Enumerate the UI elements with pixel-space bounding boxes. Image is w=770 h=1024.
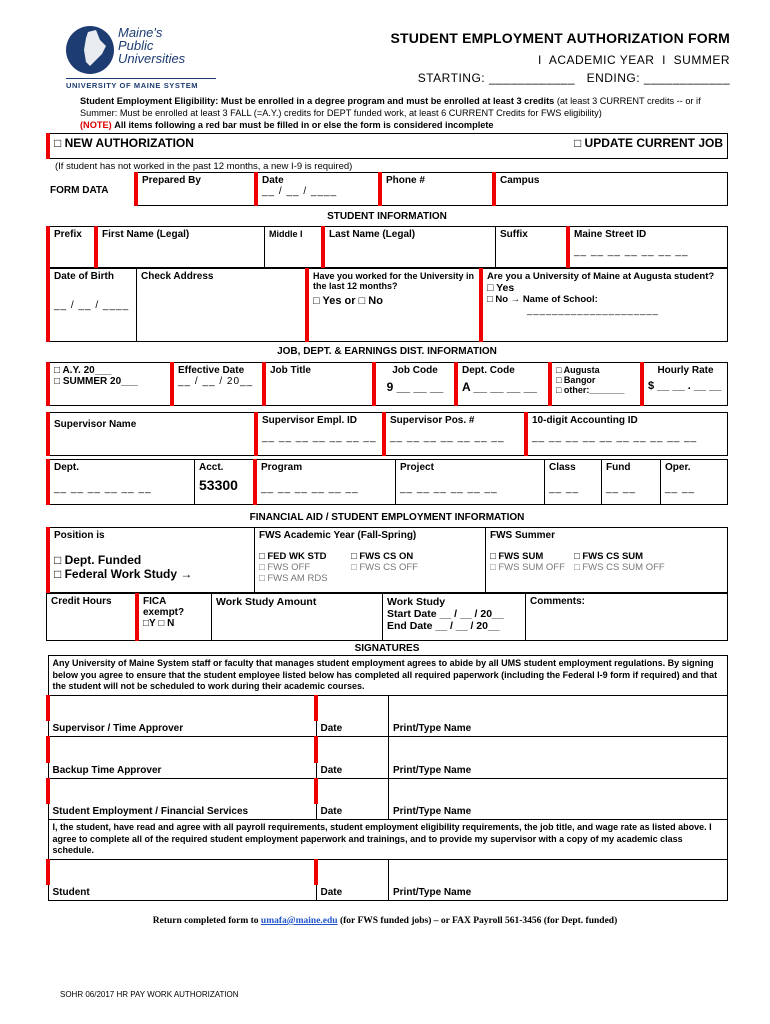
academic-year-label: ACADEMIC YEAR [548, 53, 655, 67]
supervisor-print-name[interactable]: Print/Type Name [389, 721, 728, 737]
oper-field[interactable]: Oper. __ __ [661, 460, 728, 505]
program-field[interactable]: Program __ __ __ __ __ __ [255, 460, 396, 505]
return-instructions: Return completed form to umafa@maine.edu (for FWS funded jobs) – or FAX Payroll 561-3456 (for Dept. funded) [152, 916, 618, 926]
campus-field[interactable]: Campus [494, 173, 728, 206]
form-footer: SOHR 06/2017 HR PAY WORK AUTHORIZATION [60, 990, 239, 999]
campus-location-checkbox[interactable]: □ Augusta □ Bangor □ other:_______ [550, 363, 642, 406]
ses-print-name[interactable]: Print/Type Name [389, 804, 728, 820]
supervisor-pos-field[interactable]: Supervisor Pos. # __ __ __ __ __ __ __ [384, 413, 526, 456]
ses-date[interactable]: Date [316, 804, 389, 820]
period-checkbox[interactable]: □ A.Y. 20___ □ SUMMER 20___ [48, 363, 172, 406]
return-email-link[interactable]: umafa@maine.edu [260, 916, 338, 926]
work-study-amount-field[interactable]: Work Study Amount [212, 594, 383, 641]
new-authorization-checkbox[interactable]: □ NEW AUTHORIZATION [48, 134, 379, 159]
authorization-type [46, 133, 728, 159]
acct-field: Acct. 53300 [195, 460, 256, 505]
first-name-field[interactable]: First Name (Legal) [96, 227, 265, 268]
ending-field[interactable]: ENDING: ____________ [586, 71, 730, 85]
credit-hours-field[interactable]: Credit Hours [47, 594, 138, 641]
phone-field[interactable]: Phone # [380, 173, 494, 206]
student-info-heading: STUDENT INFORMATION [327, 211, 447, 222]
student-signature[interactable]: Student [48, 885, 316, 901]
dept-code-field[interactable]: Dept. Code A __ __ __ __ [456, 363, 550, 406]
backup-approver-signature[interactable]: Backup Time Approver [48, 763, 316, 779]
signature-agreement-text: Any University of Maine System staff or faculty that manages student employment agrees to abide by all UMS student employment regulations. By signing below you agree to ensure that the student employee listed below has completed all required paperwork (including the Federal I-9 form if required) and that the student will not be scheduled to work during their academic courses. [48, 656, 728, 696]
form-data-section [46, 172, 728, 206]
ums-logo [66, 26, 114, 74]
form-period: I ACADEMIC YEAR I SUMMER [537, 53, 730, 67]
job-row-2 [46, 412, 728, 456]
logo-wordmark: Maine's Public Universities [118, 25, 186, 66]
check-address-field[interactable]: Check Address [137, 269, 308, 342]
signatures-heading: SIGNATURES [354, 643, 420, 654]
student-name-row [46, 226, 728, 268]
augusta-student-field[interactable]: Are you a University of Maine at Augusta student? □ Yes □ No → Name of School: _____________________ [481, 269, 728, 342]
logo-system-name: UNIVERSITY OF MAINE SYSTEM [66, 78, 216, 90]
student-details-row [46, 268, 728, 342]
form-title: STUDENT EMPLOYMENT AUTHORIZATION FORM [390, 30, 730, 46]
finaid-row-2 [46, 593, 728, 641]
middle-initial-field[interactable]: Middle I [265, 227, 324, 268]
dob-field[interactable]: Date of Birth __ / __ / ____ [48, 269, 137, 342]
finaid-heading: FINANCIAL AID / STUDENT EMPLOYMENT INFORMATION [249, 512, 525, 523]
accounting-id-field[interactable]: 10-digit Accounting ID __ __ __ __ __ __ __ __ __ __ [526, 413, 728, 456]
worked-recently-field[interactable]: Have you worked for the University in the last 12 months? □ Yes or □ No [307, 269, 481, 342]
supervisor-name-field[interactable]: Supervisor Name [48, 413, 256, 456]
project-field[interactable]: Project __ __ __ __ __ __ [396, 460, 545, 505]
supervisor-empl-id-field[interactable]: Supervisor Empl. ID __ __ __ __ __ __ __ [256, 413, 384, 456]
last-name-field[interactable]: Last Name (Legal) [323, 227, 496, 268]
hourly-rate-field[interactable]: Hourly Rate $ __ __ . __ __ [642, 363, 728, 406]
prepared-by-field[interactable]: Prepared By [136, 173, 256, 206]
job-title-field[interactable]: Job Title [264, 363, 374, 406]
position-type-field[interactable]: Position is □ Dept. Funded □ Federal Work Study → [48, 528, 255, 593]
signatures-section [46, 655, 728, 901]
fws-academic-year-field[interactable]: FWS Academic Year (Fall-Spring) □ FED WK STD □ FWS OFF □ FWS AM RDS □ FWS CS ON □ FWS CS OFF [255, 528, 486, 593]
comments-field[interactable]: Comments: [526, 594, 728, 641]
student-date[interactable]: Date [316, 885, 389, 901]
update-current-job-checkbox[interactable]: □ UPDATE CURRENT JOB [379, 134, 727, 159]
job-info-heading: JOB, DEPT. & EARNINGS DIST. INFORMATION [277, 346, 497, 357]
work-study-dates-field[interactable]: Work Study Start Date __ / __ / 20__ End Date __ / __ / 20__ [383, 594, 526, 641]
summer-label: SUMMER [673, 53, 730, 67]
student-print-name[interactable]: Print/Type Name [389, 885, 728, 901]
form-date-field[interactable]: Date __ / __ / ____ [256, 173, 380, 206]
dept-field[interactable]: Dept. __ __ __ __ __ __ [48, 460, 195, 505]
job-row-1 [46, 362, 728, 406]
maine-street-id-field[interactable]: Maine Street ID __ __ __ __ __ __ __ [568, 227, 728, 268]
prefix-field[interactable]: Prefix [48, 227, 96, 268]
student-agreement-text: I, the student, have read and agree with all payroll requirements, student employment eligibility requirements, the job title, and wage rate as listed above. I agree to complete all of the required student employment paperwork and trainings, and to provide my supervisor with a copy of my academic class schedule. [48, 820, 728, 860]
starting-field[interactable]: STARTING: ____________ [417, 71, 576, 85]
supervisor-date[interactable]: Date [316, 721, 389, 737]
eligibility-notice: Student Employment Eligibility: Must be enrolled in a degree program and must be enrolled at least 3 credits (at least 3 CURRENT credits -- or if Summer: Must be enrolled at least 3 FALL (=A.Y.) credits for DEPT funded work, at least 6 CURRENT Credits for FWS eligibility) (NOTE) All items following a red bar must be filled in or else the form is considered incomplete [80, 96, 701, 130]
fica-exempt-field[interactable]: FICA exempt? □Y □ N [137, 594, 212, 641]
class-field[interactable]: Class __ __ [545, 460, 602, 505]
backup-date[interactable]: Date [316, 763, 389, 779]
supervisor-signature[interactable]: Supervisor / Time Approver [48, 721, 316, 737]
finaid-row-1 [46, 527, 728, 593]
i9-note: (If student has not worked in the past 12 months, a new I-9 is required) [55, 161, 353, 172]
ses-signature[interactable]: Student Employment / Financial Services [48, 804, 316, 820]
fws-summer-field[interactable]: FWS Summer □ FWS SUM □ FWS SUM OFF □ FWS CS SUM □ FWS CS SUM OFF [486, 528, 728, 593]
suffix-field[interactable]: Suffix [496, 227, 569, 268]
form-data-label: FORM DATA [50, 184, 109, 196]
backup-print-name[interactable]: Print/Type Name [389, 763, 728, 779]
effective-date-field[interactable]: Effective Date __ / __ / 20__ [172, 363, 264, 406]
fund-field[interactable]: Fund __ __ [602, 460, 661, 505]
job-code-field[interactable]: Job Code 9 __ __ __ [374, 363, 456, 406]
start-end-dates [418, 71, 730, 85]
job-row-3 [46, 459, 728, 505]
